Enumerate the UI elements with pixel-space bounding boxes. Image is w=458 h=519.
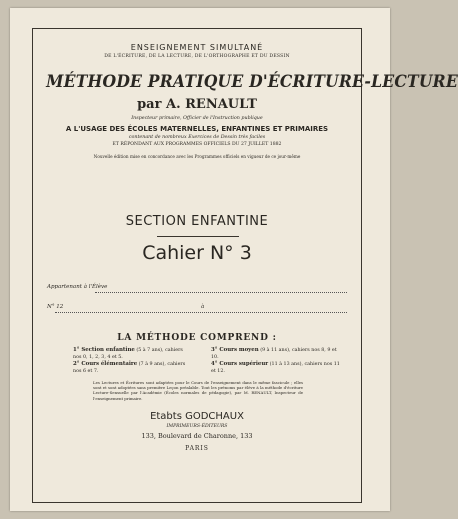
author: par A. RENAULT [137,97,257,112]
edition-note: Nouvelle édition mise en concordance avec les Programmes officiels en vigueur de ce jour-même [93,154,301,159]
program-line: ET RÉPONDANT AUX PROGRAMMES OFFICIELS DU 27 JUILLET 1882 [112,142,282,147]
methode-column-1 [73,347,188,375]
number-line [55,312,347,313]
header-line-1: ENSEIGNEMENT SIMULTANÉ [130,43,264,52]
fine-print: Les Lectures et Écritures sont adaptées pour le Cours de l'enseignement dans le même fascicule ; elles sont et sont adoptées sans première Leçon préalable. Tout les prénoms par élève à la méthode d'écriture Lecture-Sensuelle par l'Académie (Écoles normales de pédagogie), par M. RENAULT, Inspecteur de l'enseignement primaire. [93,380,303,401]
methode-heading: LA MÉTHODE COMPREND : [117,333,277,343]
number-label: N° 12 [47,304,64,310]
section-divider [157,236,239,237]
publisher-imprint: IMPRIMEURS-ÉDITEURS [166,424,228,429]
cahier-number: Cahier N° 3 [142,242,252,264]
publisher-address: 133, Boulevard de Charonne, 133 [141,432,253,440]
main-title: MÉTHODE PRATIQUE D'ÉCRITURE-LECTURE [46,72,458,92]
publisher-city: PARIS [185,445,209,452]
author-role: Inspecteur primaire, Officier de l'Instruction publique [131,116,263,121]
header-line-2: DE L'ÉCRITURE, DE LA LECTURE, DE L'ORTHOGRAPHE ET DU DESSIN [104,54,290,59]
course-item: 1° Section enfantine (5 à 7 ans), cahiers nos 0, 1, 2, 3, 4 et 5. [73,347,183,360]
cover-frame [32,28,458,503]
notebook-cover [10,8,458,511]
course-item: 4° Cours supérieur (11 à 13 ans), cahiers nos 11 et 12. [211,361,340,374]
contents-line: contenant de nombreux Exercices de Dessin très faciles [128,135,266,140]
usage-line: A L'USAGE DES ÉCOLES MATERNELLES, ENFANTINES ET PRIMAIRES [65,125,329,133]
owner-label: Appartenant à l'Élève [47,284,108,290]
owner-line [95,292,347,293]
publisher-name: Etabts GODCHAUX [150,411,244,422]
section-title: SECTION ENFANTINE [125,214,269,229]
place-label: à [201,304,205,310]
methode-column-2 [211,347,341,375]
course-item: 2° Cours élémentaire (7 à 9 ans), cahiers nos 6 et 7. [73,361,186,374]
course-item: 3° Cours moyen (9 à 11 ans), cahiers nos 8, 9 et 10. [211,347,337,360]
